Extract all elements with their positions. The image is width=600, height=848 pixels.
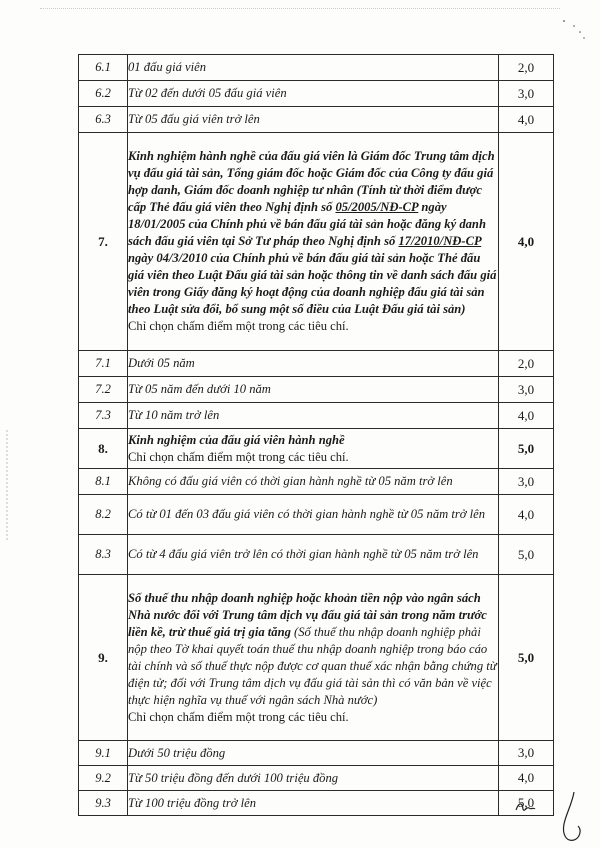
row-points: 3,0 (499, 469, 554, 495)
margin-stamp-trace (6, 430, 18, 540)
criterion-text: Từ 02 đến dưới 05 đấu giá viên (128, 81, 499, 107)
section-detail: (Số thuế thu nhập doanh nghiệp phải nộp theo Tờ khai quyết toán thuế thu nhập doanh nghiệp trong báo cáo tài chính và số thuế thực nộp được cơ quan thuế xác nhận bằng chứng từ điện tử; đối với Trung tâm dịch vụ đấu giá tài sản thì có văn bản về việc thực hiện nghĩa vụ thuế với ngân sách Nhà nước) (128, 624, 497, 707)
criterion-text: Từ 100 triệu đồng trở lên (128, 791, 499, 816)
criterion-text: Từ 05 năm đến dưới 10 năm (128, 377, 499, 403)
section-number: 9. (79, 575, 128, 741)
table-row (79, 351, 554, 377)
row-number: 7.3 (79, 403, 128, 429)
table-row (79, 469, 554, 495)
row-number: 9.1 (79, 741, 128, 766)
row-number: 7.2 (79, 377, 128, 403)
table-row-section-8 (79, 429, 554, 469)
criterion-text: Dưới 50 triệu đồng (128, 741, 499, 766)
row-points: 3,0 (499, 741, 554, 766)
table-row (79, 107, 554, 133)
section-number: 7. (79, 133, 128, 351)
table-row (79, 55, 554, 81)
criterion-text: Dưới 05 năm (128, 351, 499, 377)
section-title: Kinh nghiệm của đấu giá viên hành nghề (128, 432, 345, 447)
section-number: 8. (79, 429, 128, 469)
table-row (79, 535, 554, 575)
section-title: Số thuế thu nhập doanh nghiệp hoặc khoản tiền nộp vào ngân sách Nhà nước đối với Trung tâm dịch vụ đấu giá tài sản trong năm trước liền kề, trừ thuế giá trị gia tăng (128, 590, 487, 639)
row-number: 6.2 (79, 81, 128, 107)
row-number: 7.1 (79, 351, 128, 377)
table-row (79, 403, 554, 429)
table-row (79, 741, 554, 766)
row-points: 3,0 (499, 81, 554, 107)
section-points: 5,0 (499, 575, 554, 741)
row-points: 2,0 (499, 351, 554, 377)
signature-curve-icon (556, 790, 586, 846)
row-points: 3,0 (499, 377, 554, 403)
section-header (128, 133, 499, 351)
section-header (128, 429, 499, 469)
criterion-text: Từ 10 năm trở lên (128, 403, 499, 429)
row-number: 8.3 (79, 535, 128, 575)
row-points: 4,0 (499, 766, 554, 791)
row-number: 9.2 (79, 766, 128, 791)
decree-link-05-2005: 05/2005/NĐ-CP (335, 200, 419, 214)
row-points: 4,0 (499, 403, 554, 429)
scan-noise-line (40, 8, 560, 10)
criterion-text: Có từ 01 đến 03 đấu giá viên có thời gian hành nghề từ 05 năm trở lên (128, 495, 499, 535)
row-points: 5,0 (499, 791, 554, 816)
row-number: 6.3 (79, 107, 128, 133)
row-number: 8.2 (79, 495, 128, 535)
section-points: 5,0 (499, 429, 554, 469)
section-points: 4,0 (499, 133, 554, 351)
table-row (79, 495, 554, 535)
section-note: Chỉ chọn chấm điểm một trong các tiêu chí. (128, 709, 349, 724)
row-points: 2,0 (499, 55, 554, 81)
row-points: 4,0 (499, 107, 554, 133)
section-title: Kinh nghiệm hành nghề của đấu giá viên là Giám đốc Trung tâm dịch vụ đấu giá tài sản, Tổng giám đốc hoặc Giám đốc của Công ty đấu giá hợp danh, Giám đốc doanh nghiệp tư nhân (Tính từ thời điểm được cấp Thẻ đấu giá viên theo Nghị định số 05/2005/NĐ-CP ngày 18/01/2005 của Chính phủ về bán đấu giá tài sản hoặc đăng ký danh sách đấu giá viên tại Sở Tư pháp theo Nghị định số 17/2010/NĐ-CP ngày 04/3/2010 của Chính phủ về bán đấu giá tài sản hoặc Thẻ đấu giá viên theo Luật Đấu giá tài sản hoặc thông tin về danh sách đấu giá viên trong Giấy đăng ký hoạt động của doanh nghiệp đấu giá tài sản theo Luật sửa đổi, bổ sung một số điều của Luật Đấu giá tài sản) (128, 149, 497, 316)
section-note: Chỉ chọn chấm điểm một trong các tiêu chí. (128, 319, 349, 333)
criterion-text: Từ 50 triệu đồng đến dưới 100 triệu đồng (128, 766, 499, 791)
table-row (79, 81, 554, 107)
corner-scan-dots (560, 18, 586, 42)
criterion-text: Từ 05 đấu giá viên trở lên (128, 107, 499, 133)
initial-mark-icon (514, 800, 536, 814)
row-number: 9.3 (79, 791, 128, 816)
row-number: 8.1 (79, 469, 128, 495)
criterion-text: Có từ 4 đấu giá viên trở lên có thời gian hành nghề từ 05 năm trở lên (128, 535, 499, 575)
criterion-text: Không có đấu giá viên có thời gian hành nghề từ 05 năm trở lên (128, 469, 499, 495)
section-header (128, 575, 499, 741)
table-row (79, 766, 554, 791)
decree-link-17-2010: 17/2010/NĐ-CP (398, 234, 482, 248)
section-note: Chỉ chọn chấm điểm một trong các tiêu chí. (128, 449, 349, 464)
table-row-section-9 (79, 575, 554, 741)
table-row (79, 791, 554, 816)
criterion-text: 01 đấu giá viên (128, 55, 499, 81)
row-points: 4,0 (499, 495, 554, 535)
row-points: 5,0 (499, 535, 554, 575)
table-row (79, 377, 554, 403)
row-number: 6.1 (79, 55, 128, 81)
criteria-table (78, 54, 554, 816)
table-row-section-7 (79, 133, 554, 351)
